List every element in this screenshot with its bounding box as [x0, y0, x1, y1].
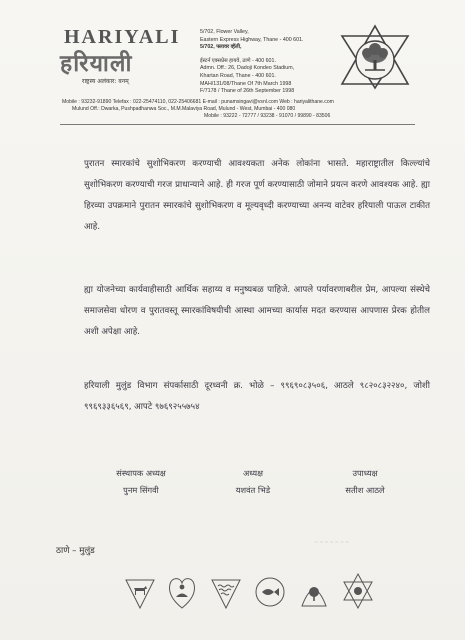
contact-block: [62, 99, 442, 120]
logo-marathi: हरियाली: [60, 51, 133, 77]
tagline: राष्ट्रस्य अलंकार: वनम्: [82, 78, 129, 85]
paragraph-2: ह्या योजनेच्या कार्यवाहीसाठी आर्थिक सहाय्य व मनुष्यबळ पाहिजे. आपले पर्यावरणाबरील प्रेम, आपल्या संस्थेचे समाजसेवा धोरण व पुरातवस्तू स्मारकांविषयीची आस्था आमच्या कार्यास मदत करण्यास आपणास प्रेरक होतील अशी अपेक्षा आहे.: [84, 285, 430, 337]
address-line: Khartan Road, Thane - 400 601.: [200, 72, 276, 79]
water-waves-icon: [212, 580, 240, 608]
tree-emblem-icon: [338, 22, 412, 92]
registration-line: F/7178 / Thane of 26th September 1998: [200, 88, 295, 95]
paragraph-3: हरियाली मुलुंड विभाग संपर्कासाठी दूरध्वनी क्र. भोळे – ९९६९०८३५०६, आठले ९८२०८३२२४०, जोशी ९९६९३३६५६९, आपटे ९७६९२५५७५४: [84, 381, 430, 412]
meditation-icon: [170, 579, 195, 608]
address-line: 5/702, Flower Valley,: [200, 29, 249, 35]
tree-icon: [302, 587, 326, 606]
address-line: 5/702, फ्लावर व्हॅली,: [200, 44, 242, 51]
address-line: Admn. Off.: 26, Dadoji Kondeo Stadium,: [200, 65, 295, 72]
signatory-name: यशवंत भिडे: [235, 485, 271, 495]
signatory-founder: [86, 465, 196, 499]
signatory-title: उपाध्यक्ष: [352, 468, 378, 478]
signatory-name: पुनम सिंगवी: [123, 485, 159, 495]
logo-english: HARIYALI: [64, 26, 181, 48]
star-emblem-icon: [344, 574, 372, 608]
address-line: ईस्टर्न एक्सप्रेस हायवे, ठाणे - 400 601.: [200, 57, 276, 64]
address-block: [200, 29, 340, 96]
contact-line: Mobile : 93222 - 72777 / 93238 - 91070 / 99890 - 83506: [204, 113, 331, 119]
signatory-title: संस्थापक अध्यक्ष: [116, 468, 166, 478]
fish-icon: [256, 578, 284, 606]
faint-mark: ~~~~~~~: [314, 540, 351, 546]
header-divider: [60, 124, 415, 125]
contact-line: Mobile : 93232-91890 Telefax : 022-25474110, 022-25406681 E-mail : punamsingavi@vsnl.com Web : hariyalithane.com: [62, 99, 334, 105]
branch-label: ठाणे – मुलुंड: [56, 546, 95, 556]
signatory-title: अध्यक्ष: [243, 468, 263, 478]
signatory-name: सतीश आठले: [345, 485, 385, 495]
signatory-president: [208, 465, 298, 499]
footer-icon-row: [118, 570, 378, 610]
address-line: Eastern Express Highway, Thane - 400 601.: [200, 36, 304, 43]
cow-icon: [126, 580, 154, 608]
paragraph-1: पुरातन स्मारकांचे सुशोभिकरण करण्याची आवश्यकता अनेक लोकांना भासते. महाराष्ट्रातील किल्ल्यांचे सुशोभिकरण करण्याची गरज प्राधान्याने आहे. ही गरज पूर्ण करण्यासाठी जोमाने प्रयत्न करणे आवश्यक आहे. ह्या हिरव्या उपक्रमाने पुरातन स्मारकांचे सुशोभिकरण व मूल्यवृध्दी करण्याच्या अनन्य वाटेवर हरियाली पाऊल टाकीत आहे.: [84, 159, 430, 232]
contact-line: Mulund Off.: Dwarka, Pushpadhanwa Soc., M.M.Malaviya Road, Mulund - West, Mumbai - 400 080: [72, 106, 296, 112]
signatory-vice-president: [322, 465, 408, 499]
registration-line: MAH/131/08/Thane Of 7th March 1998: [200, 80, 292, 87]
